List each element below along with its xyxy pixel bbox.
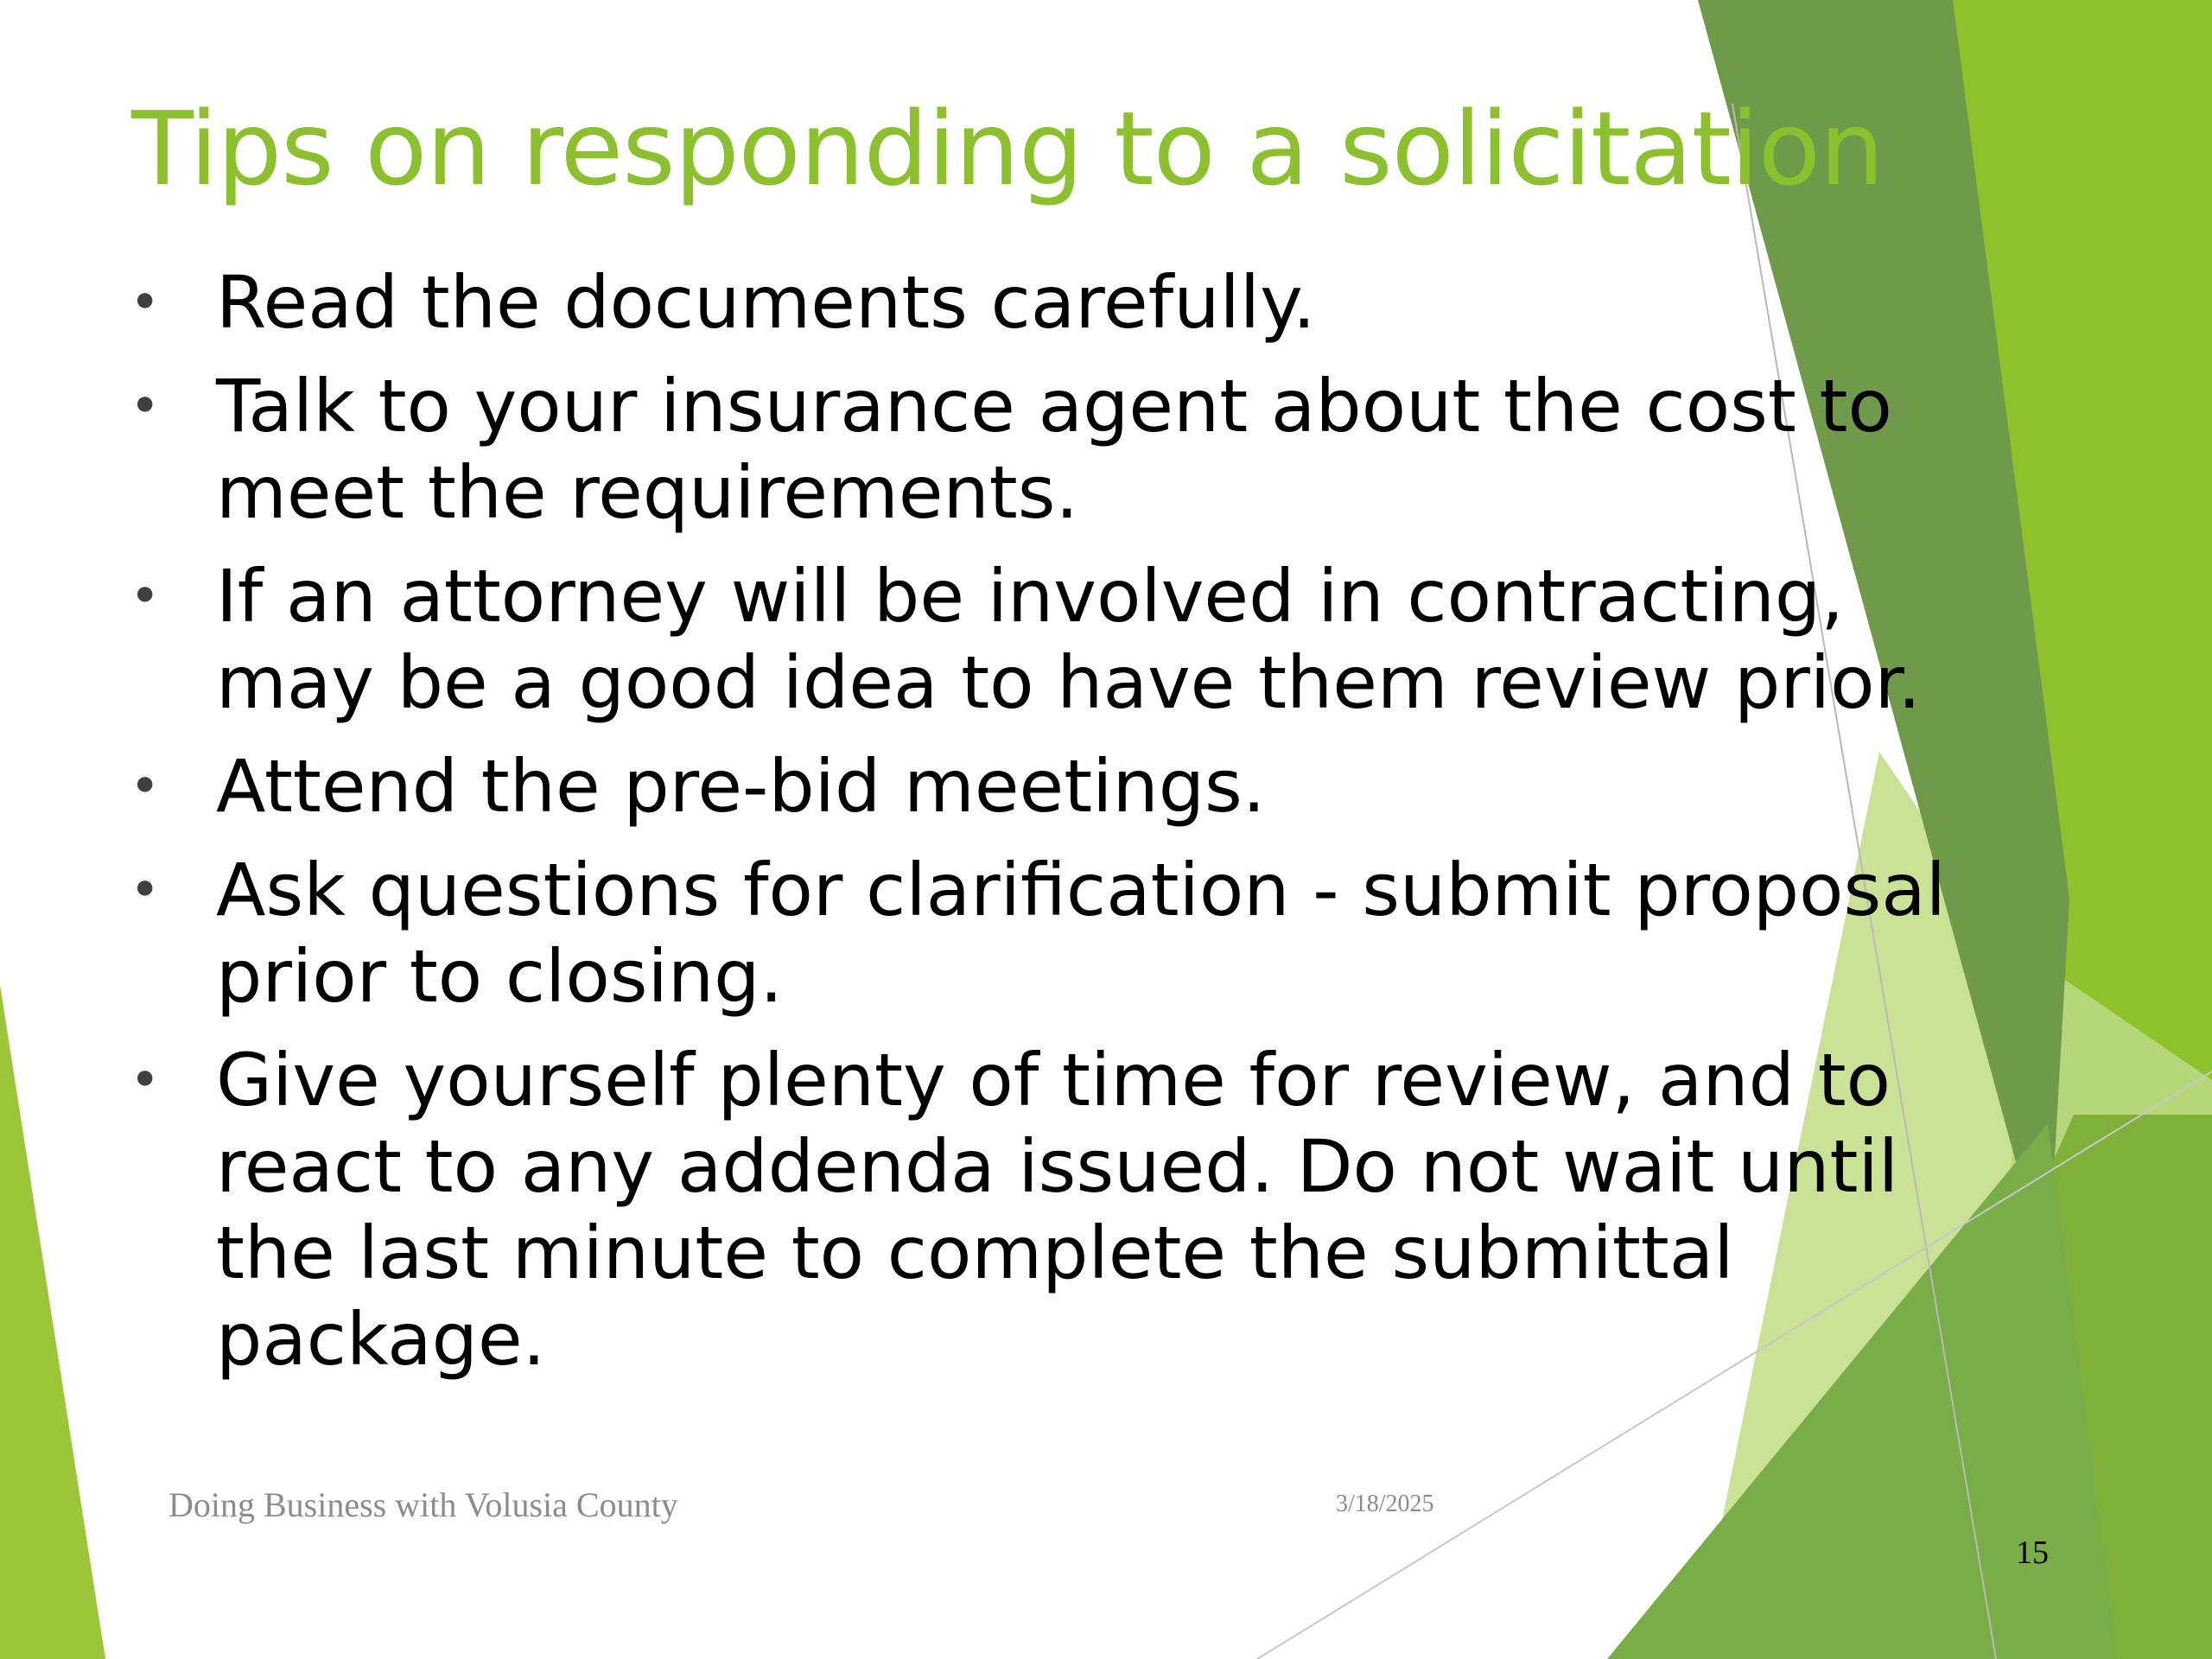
left-green-shape [0, 985, 105, 1659]
bullet-text: Ask questions for clarification - submit proposal prior to closing. [216, 848, 1947, 1019]
bullet-item [130, 847, 1987, 1020]
bullet-text: Give yourself plenty of time for review, and to react to any addenda issued. Do not wait until the last minute to complete the submittal package. [216, 1038, 1899, 1382]
bullet-icon: • [130, 376, 161, 436]
bullet-icon: • [130, 860, 161, 920]
bullet-icon: • [130, 1050, 161, 1110]
bullet-text: Read the documents carefully. [216, 260, 1316, 345]
bullet-icon: • [130, 272, 161, 333]
bullet-item [130, 363, 1987, 536]
bullet-icon: • [130, 566, 161, 626]
bullet-text: If an attorney will be involved in contracting, may be a good idea to have them review prior. [216, 554, 1922, 725]
bullet-text: Attend the pre-bid meetings. [216, 744, 1266, 829]
bullet-text: Talk to your insurance agent about the cost to meet the requirements. [216, 364, 1892, 535]
slide-title: Tips on responding to a solicitation [131, 89, 1884, 208]
bullet-icon: • [130, 756, 161, 817]
bullet-item [130, 743, 1987, 830]
footer-date: 3/18/2025 [1336, 1491, 1434, 1517]
bullet-list [130, 259, 1987, 1400]
bullet-item [130, 1037, 1987, 1382]
bullet-item [130, 553, 1987, 726]
footer-text: Doing Business with Volusia County [168, 1485, 678, 1524]
slide-number: 15 [2016, 1535, 2049, 1571]
bullet-item [130, 259, 1987, 346]
